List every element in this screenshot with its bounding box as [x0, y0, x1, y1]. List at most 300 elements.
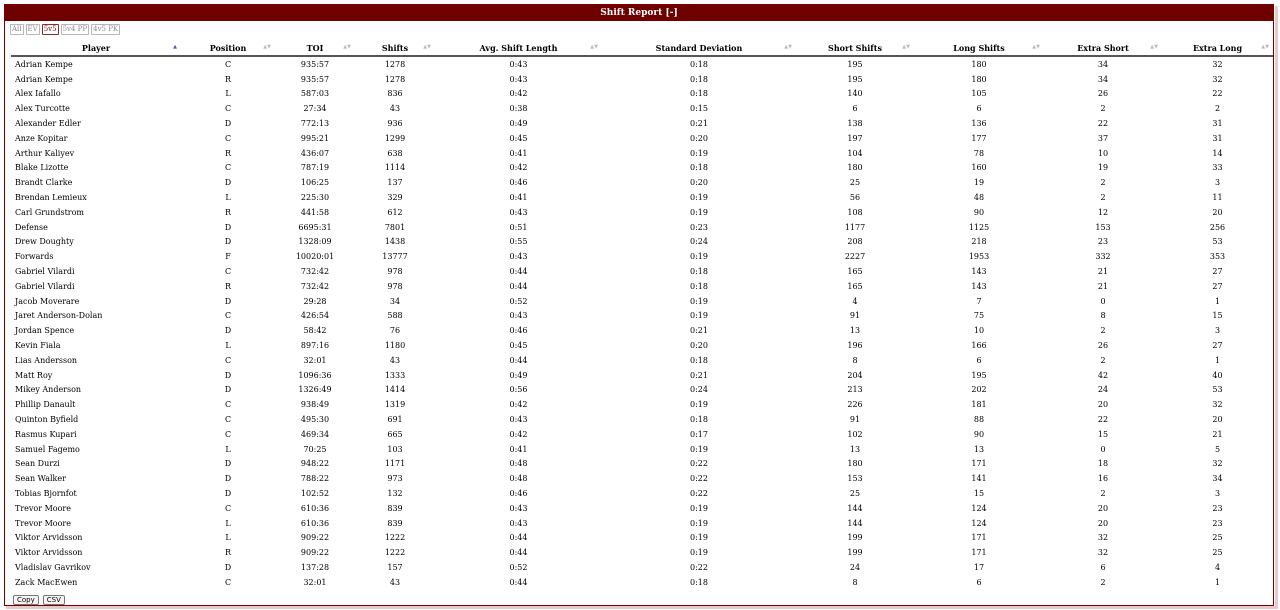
- table-row: [11, 457, 1273, 472]
- column-header-label: Standard Deviation: [655, 43, 743, 53]
- cell-extra-long: 32: [1212, 74, 1223, 84]
- cell-extra-long: 5: [1214, 444, 1221, 454]
- cell-long-shifts: 13: [973, 444, 985, 454]
- table-row: [11, 516, 1273, 531]
- cell-shifts: 1438: [384, 237, 406, 247]
- cell-long-shifts: 1953: [968, 252, 990, 262]
- cell-extra-long: 3: [1214, 178, 1221, 188]
- cell-standard-deviation: 0:18: [690, 74, 708, 84]
- cell-standard-deviation: 0:19: [690, 148, 708, 158]
- cell-avg-shift-length: 0:42: [509, 163, 528, 173]
- cell-avg-shift-length: 0:44: [509, 548, 528, 558]
- filter-4v5-pk[interactable]: 4v5 PK: [93, 25, 119, 33]
- cell-long-shifts: 141: [971, 474, 987, 484]
- cell-avg-shift-length: 0:44: [509, 533, 528, 543]
- cell-position: D: [224, 370, 232, 380]
- cell-extra-short: 32: [1097, 533, 1109, 543]
- cell-shifts: 132: [387, 489, 403, 498]
- cell-shifts: 638: [387, 148, 403, 158]
- cell-short-shifts: 144: [847, 518, 863, 528]
- table-row: [11, 87, 1273, 102]
- cell-avg-shift-length: 0:42: [509, 429, 528, 439]
- table-row: [11, 72, 1273, 87]
- cell-toi: 1328:09: [298, 237, 332, 247]
- cell-avg-shift-length: 0:41: [509, 148, 528, 158]
- cell-long-shifts: 88: [973, 415, 985, 425]
- cell-player: Zack MacEwen: [15, 577, 78, 587]
- sort-icon: ▲▼: [423, 44, 431, 50]
- cell-standard-deviation: 0:19: [690, 444, 708, 454]
- cell-extra-short: 18: [1097, 459, 1109, 469]
- cell-short-shifts: 138: [847, 119, 863, 129]
- table-row: [11, 545, 1273, 560]
- column-header-label: Avg. Shift Length: [479, 43, 558, 53]
- cell-avg-shift-length: 0:41: [509, 444, 528, 454]
- table-row: [11, 471, 1273, 486]
- cell-position: C: [224, 59, 232, 69]
- sort-icon: ▲▼: [1261, 44, 1269, 50]
- cell-shifts: 839: [387, 518, 403, 528]
- cell-shifts: 588: [387, 311, 403, 321]
- cell-avg-shift-length: 0:45: [509, 341, 528, 351]
- table-row: [11, 412, 1273, 427]
- cell-long-shifts: 1125: [968, 222, 990, 232]
- cell-extra-long: 27: [1212, 341, 1223, 351]
- table-row: [11, 531, 1273, 546]
- cell-position: L: [225, 444, 231, 454]
- cell-position: D: [224, 562, 232, 572]
- cell-long-shifts: 75: [973, 311, 985, 321]
- table-row: [11, 486, 1273, 501]
- cell-long-shifts: 177: [971, 133, 987, 143]
- cell-short-shifts: 144: [847, 503, 863, 513]
- cell-extra-short: 2: [1100, 104, 1106, 114]
- cell-shifts: 13777: [382, 252, 408, 262]
- cell-standard-deviation: 0:22: [690, 474, 708, 484]
- column-header-position[interactable]: [181, 41, 275, 56]
- cell-short-shifts: 195: [847, 59, 863, 69]
- cell-extra-long: 11: [1212, 193, 1223, 203]
- cell-avg-shift-length: 0:49: [509, 370, 528, 380]
- cell-standard-deviation: 0:15: [690, 104, 708, 114]
- cell-avg-shift-length: 0:46: [509, 178, 528, 188]
- table-row: [11, 190, 1273, 205]
- cell-long-shifts: 218: [971, 237, 987, 247]
- cell-position: D: [224, 474, 232, 484]
- cell-toi: 935:57: [300, 59, 330, 69]
- cell-player: Vladislav Gavrikov: [15, 562, 91, 572]
- cell-standard-deviation: 0:22: [690, 459, 708, 469]
- cell-short-shifts: 1177: [844, 222, 866, 232]
- cell-shifts: 1278: [384, 74, 406, 84]
- cell-toi: 935:57: [300, 74, 330, 84]
- cell-player: Adrian Kempe: [15, 74, 73, 84]
- cell-extra-short: 20: [1097, 503, 1109, 513]
- cell-standard-deviation: 0:17: [690, 429, 708, 439]
- cell-position: D: [224, 222, 232, 232]
- sort-icon: ▲▼: [343, 44, 351, 50]
- cell-short-shifts: 180: [847, 459, 863, 469]
- cell-shifts: 978: [387, 267, 403, 277]
- cell-position: C: [224, 429, 232, 439]
- table-row: [11, 279, 1273, 294]
- cell-toi: 610:36: [300, 518, 330, 528]
- cell-toi: 1326:49: [298, 385, 332, 395]
- cell-shifts: 839: [387, 503, 403, 513]
- cell-extra-short: 20: [1097, 518, 1109, 528]
- cell-extra-long: 53: [1212, 385, 1223, 395]
- cell-toi: 469:34: [300, 429, 330, 439]
- table-row: [11, 501, 1273, 516]
- cell-standard-deviation: 0:18: [690, 355, 708, 365]
- table-row: [11, 338, 1273, 353]
- collapse-toggle[interactable]: [-]: [665, 8, 678, 18]
- cell-extra-short: 19: [1097, 163, 1109, 173]
- cell-avg-shift-length: 0:43: [509, 311, 528, 321]
- cell-position: D: [224, 459, 232, 469]
- cell-extra-short: 37: [1097, 133, 1109, 143]
- cell-toi: 106:25: [300, 178, 330, 188]
- cell-extra-long: 1: [1214, 355, 1221, 365]
- column-header-toi[interactable]: [275, 41, 355, 56]
- cell-short-shifts: 153: [847, 474, 863, 484]
- cell-shifts: 665: [387, 429, 403, 439]
- cell-extra-long: 20: [1212, 415, 1223, 425]
- cell-extra-long: 25: [1212, 533, 1223, 543]
- cell-position: R: [224, 207, 232, 217]
- cell-player: Jacob Moverare: [15, 296, 80, 306]
- cell-standard-deviation: 0:18: [690, 163, 708, 173]
- cell-extra-long: 20: [1212, 207, 1223, 217]
- panel-title: Shift Report: [600, 8, 663, 18]
- cell-shifts: 1319: [384, 400, 406, 410]
- cell-position: C: [224, 163, 232, 173]
- cell-position: R: [224, 548, 232, 558]
- cell-toi: 995:21: [300, 133, 330, 143]
- sort-icon: ▲▼: [902, 44, 910, 50]
- cell-position: C: [224, 400, 232, 410]
- table-row: [11, 220, 1273, 235]
- cell-short-shifts: 4: [852, 296, 858, 306]
- cell-player: Tobias Bjornfot: [15, 489, 77, 498]
- cell-short-shifts: 13: [849, 326, 861, 336]
- cell-avg-shift-length: 0:46: [509, 489, 528, 498]
- cell-standard-deviation: 0:19: [690, 207, 708, 217]
- cell-extra-short: 2: [1100, 489, 1106, 498]
- cell-standard-deviation: 0:19: [690, 503, 708, 513]
- cell-shifts: 1333: [384, 370, 406, 380]
- cell-shifts: 103: [387, 444, 403, 454]
- cell-standard-deviation: 0:18: [690, 281, 708, 291]
- cell-avg-shift-length: 0:48: [509, 459, 528, 469]
- cell-toi: 948:22: [300, 459, 330, 469]
- cell-short-shifts: 91: [849, 415, 861, 425]
- column-header-label: Position: [209, 43, 247, 53]
- cell-position: C: [224, 104, 232, 114]
- cell-short-shifts: 104: [847, 148, 863, 158]
- cell-shifts: 1222: [384, 548, 406, 558]
- cell-player: Brendan Lemieux: [15, 193, 87, 203]
- cell-standard-deviation: 0:23: [690, 222, 708, 232]
- cell-standard-deviation: 0:18: [690, 59, 708, 69]
- cell-long-shifts: 15: [973, 489, 985, 498]
- cell-shifts: 43: [389, 577, 401, 587]
- column-header-avg-shift-length[interactable]: [435, 41, 602, 56]
- cell-toi: 788:22: [300, 474, 330, 484]
- column-header-extra-short[interactable]: [1044, 41, 1162, 56]
- filter-ev[interactable]: EV: [27, 25, 38, 33]
- cell-standard-deviation: 0:19: [690, 193, 708, 203]
- cell-extra-short: 0: [1100, 296, 1106, 306]
- cell-player: Samuel Fagemo: [15, 444, 80, 454]
- cell-extra-short: 12: [1097, 207, 1109, 217]
- cell-extra-short: 2: [1100, 355, 1106, 365]
- cell-avg-shift-length: 0:44: [509, 355, 528, 365]
- cell-extra-short: 20: [1097, 400, 1109, 410]
- cell-position: D: [224, 178, 232, 188]
- cell-toi: 495:30: [300, 415, 330, 425]
- cell-extra-long: 1: [1214, 296, 1221, 306]
- export-buttons: [13, 595, 65, 605]
- cell-extra-short: 2: [1100, 178, 1106, 188]
- cell-position: L: [225, 533, 231, 543]
- cell-extra-short: 32: [1097, 548, 1109, 558]
- cell-extra-long: 256: [1209, 222, 1226, 232]
- cell-shifts: 836: [387, 89, 403, 99]
- cell-long-shifts: 105: [971, 89, 987, 99]
- cell-long-shifts: 7: [976, 296, 982, 306]
- cell-position: D: [224, 326, 232, 336]
- cell-extra-long: 23: [1212, 503, 1223, 513]
- cell-toi: 137:28: [300, 562, 330, 572]
- cell-avg-shift-length: 0:42: [509, 89, 528, 99]
- cell-shifts: 34: [389, 296, 401, 306]
- cell-shifts: 612: [387, 207, 403, 217]
- cell-long-shifts: 6: [976, 104, 982, 114]
- cell-extra-long: 34: [1212, 474, 1223, 484]
- cell-extra-short: 21: [1097, 267, 1109, 277]
- cell-avg-shift-length: 0:43: [509, 252, 528, 262]
- cell-short-shifts: 226: [847, 400, 863, 410]
- cell-extra-short: 6: [1100, 562, 1106, 572]
- column-header-long-shifts[interactable]: [914, 41, 1044, 56]
- cell-avg-shift-length: 0:52: [509, 562, 528, 572]
- cell-shifts: 1114: [384, 163, 406, 173]
- cell-short-shifts: 24: [849, 562, 861, 572]
- column-header-shifts[interactable]: [355, 41, 435, 56]
- cell-short-shifts: 6: [852, 104, 858, 114]
- table-row: [11, 323, 1273, 338]
- filter-all[interactable]: All: [12, 25, 22, 33]
- cell-player: Matt Roy: [15, 370, 53, 380]
- cell-shifts: 691: [387, 415, 403, 425]
- cell-player: Alexander Edler: [15, 119, 81, 129]
- sort-icon: ▲▼: [1032, 44, 1040, 50]
- cell-short-shifts: 180: [847, 163, 863, 173]
- cell-avg-shift-length: 0:48: [509, 474, 528, 484]
- cell-extra-long: 15: [1212, 311, 1223, 321]
- cell-avg-shift-length: 0:41: [509, 193, 528, 203]
- cell-player: Drew Doughty: [15, 237, 74, 247]
- cell-standard-deviation: 0:18: [690, 89, 708, 99]
- column-header-short-shifts[interactable]: [796, 41, 914, 56]
- cell-avg-shift-length: 0:43: [509, 503, 528, 513]
- cell-long-shifts: 19: [973, 178, 985, 188]
- cell-player: Trevor Moore: [15, 503, 71, 513]
- cell-extra-short: 153: [1095, 222, 1111, 232]
- shift-report-table: [11, 41, 1273, 590]
- cell-toi: 32:01: [303, 355, 327, 365]
- cell-short-shifts: 13: [849, 444, 861, 454]
- cell-standard-deviation: 0:19: [690, 311, 708, 321]
- cell-extra-short: 332: [1095, 252, 1111, 262]
- table-row: [11, 264, 1273, 279]
- cell-short-shifts: 25: [849, 489, 861, 498]
- filter-5v5[interactable]: 5v5: [43, 25, 57, 33]
- sort-ascending-icon: ▲: [173, 44, 177, 50]
- column-header-label: TOI: [306, 43, 324, 53]
- cell-position: L: [225, 193, 231, 203]
- table-row: [11, 383, 1273, 398]
- cell-extra-short: 22: [1097, 415, 1109, 425]
- cell-player: Phillip Danault: [15, 400, 76, 410]
- cell-player: Arthur Kaliyev: [15, 148, 75, 158]
- cell-toi: 772:13: [300, 119, 330, 129]
- cell-extra-long: 40: [1212, 370, 1223, 380]
- cell-avg-shift-length: 0:43: [509, 415, 528, 425]
- table-row: [11, 442, 1273, 457]
- table-row: [11, 560, 1273, 575]
- cell-long-shifts: 17: [973, 562, 985, 572]
- table-row: [11, 101, 1273, 116]
- cell-toi: 732:42: [300, 281, 330, 291]
- cell-short-shifts: 165: [847, 281, 863, 291]
- column-header-extra-long[interactable]: [1162, 41, 1273, 56]
- panel-title-bar: [5, 5, 1273, 21]
- cell-position: C: [224, 311, 232, 321]
- cell-short-shifts: 108: [847, 207, 863, 217]
- cell-shifts: 43: [389, 355, 401, 365]
- cell-extra-short: 16: [1097, 474, 1109, 484]
- copy-button[interactable]: Copy: [13, 595, 39, 605]
- cell-toi: 441:58: [300, 207, 330, 217]
- cell-extra-long: 27: [1212, 267, 1223, 277]
- cell-avg-shift-length: 0:56: [509, 385, 528, 395]
- cell-avg-shift-length: 0:43: [509, 59, 528, 69]
- cell-standard-deviation: 0:19: [690, 400, 708, 410]
- cell-long-shifts: 143: [971, 281, 987, 291]
- cell-player: Defense: [15, 222, 48, 232]
- cell-extra-long: 32: [1212, 459, 1223, 469]
- cell-extra-long: 353: [1209, 252, 1226, 262]
- column-header-player[interactable]: [11, 41, 181, 56]
- cell-position: D: [224, 385, 232, 395]
- cell-toi: 29:28: [303, 296, 327, 306]
- column-header-label: Shifts: [381, 43, 409, 53]
- cell-toi: 787:19: [300, 163, 330, 173]
- cell-avg-shift-length: 0:44: [509, 267, 528, 277]
- cell-standard-deviation: 0:20: [690, 178, 708, 188]
- cell-position: D: [224, 237, 232, 247]
- cell-position: C: [224, 267, 232, 277]
- cell-shifts: 157: [387, 562, 403, 572]
- column-header-label: Short Shifts: [828, 43, 882, 53]
- cell-player: Lias Andersson: [15, 355, 78, 365]
- column-header-standard-deviation[interactable]: [602, 41, 796, 56]
- filter-5v4-pp[interactable]: 5v4 PP: [62, 25, 88, 33]
- cell-toi: 909:22: [300, 533, 330, 543]
- sort-icon: ▲▼: [1150, 44, 1158, 50]
- cell-long-shifts: 90: [973, 429, 985, 439]
- cell-avg-shift-length: 0:44: [509, 281, 528, 291]
- cell-position: C: [224, 133, 232, 143]
- cell-standard-deviation: 0:24: [690, 237, 708, 247]
- cell-long-shifts: 48: [973, 193, 985, 203]
- cell-long-shifts: 10: [973, 326, 985, 336]
- table-row: [11, 235, 1273, 250]
- cell-avg-shift-length: 0:38: [509, 104, 528, 114]
- cell-extra-short: 0: [1100, 444, 1106, 454]
- cell-avg-shift-length: 0:49: [509, 119, 528, 129]
- cell-player: Forwards: [15, 252, 54, 262]
- cell-standard-deviation: 0:18: [690, 577, 708, 587]
- cell-long-shifts: 90: [973, 207, 985, 217]
- cell-standard-deviation: 0:22: [690, 562, 708, 572]
- cell-extra-short: 34: [1097, 74, 1109, 84]
- cell-shifts: 76: [389, 326, 401, 336]
- cell-long-shifts: 124: [971, 503, 987, 513]
- cell-position: C: [224, 503, 232, 513]
- cell-extra-short: 23: [1097, 237, 1109, 247]
- cell-long-shifts: 136: [971, 119, 987, 129]
- table-row: [11, 249, 1273, 264]
- table-row: [11, 131, 1273, 146]
- cell-position: C: [224, 355, 232, 365]
- cell-toi: 732:42: [300, 267, 330, 277]
- cell-extra-short: 42: [1097, 370, 1109, 380]
- cell-shifts: 43: [389, 104, 401, 114]
- cell-toi: 225:30: [300, 193, 330, 203]
- sort-icon: ▲▼: [784, 44, 792, 50]
- cell-standard-deviation: 0:18: [690, 267, 708, 277]
- cell-avg-shift-length: 0:45: [509, 133, 528, 143]
- cell-position: D: [224, 119, 232, 129]
- cell-avg-shift-length: 0:42: [509, 400, 528, 410]
- table-row: [11, 175, 1273, 190]
- cell-short-shifts: 204: [847, 370, 863, 380]
- cell-extra-short: 34: [1097, 59, 1109, 69]
- table-row: [11, 146, 1273, 161]
- sort-icon: ▲▼: [263, 44, 271, 50]
- cell-shifts: 978: [387, 281, 403, 291]
- cell-extra-short: 2: [1100, 326, 1106, 336]
- cell-short-shifts: 56: [849, 193, 861, 203]
- cell-toi: 938:49: [300, 400, 330, 410]
- cell-extra-long: 1: [1214, 577, 1221, 587]
- cell-extra-long: 25: [1212, 548, 1223, 558]
- cell-player: Jordan Spence: [15, 326, 75, 336]
- cell-player: Sean Walker: [15, 474, 66, 484]
- csv-button[interactable]: CSV: [43, 595, 65, 605]
- cell-toi: 58:42: [303, 326, 327, 336]
- cell-extra-long: 53: [1212, 237, 1223, 247]
- cell-standard-deviation: 0:22: [690, 489, 708, 498]
- cell-short-shifts: 140: [847, 89, 863, 99]
- cell-long-shifts: 180: [971, 74, 987, 84]
- cell-standard-deviation: 0:19: [690, 548, 708, 558]
- cell-avg-shift-length: 0:43: [509, 207, 528, 217]
- cell-avg-shift-length: 0:55: [509, 237, 528, 247]
